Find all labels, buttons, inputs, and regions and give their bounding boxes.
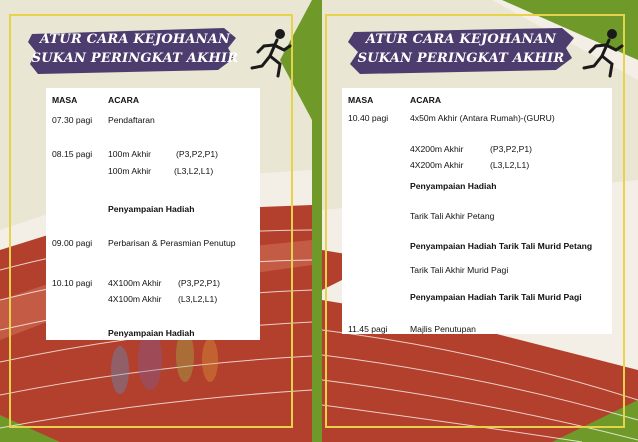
acara-header: ACARA xyxy=(108,95,140,105)
runner-icon xyxy=(240,24,300,82)
event-hadiah-tarik-tali-petang: Penyampaian Hadiah Tarik Tali Murid Petang xyxy=(410,241,593,251)
event-tarik-tali-petang: Tarik Tali Akhir Petang xyxy=(410,211,495,221)
banner-title xyxy=(30,30,240,68)
event-tarik-tali-pagi: Tarik Tali Akhir Murid Pagi xyxy=(410,265,509,275)
left-page xyxy=(0,0,312,442)
title-banner xyxy=(28,24,278,76)
tag-l3-l2-l1-relay: (L3,L2,L1) xyxy=(178,294,218,304)
event-4x50m-guru: 4x50m Akhir (Antara Rumah)-(GURU) xyxy=(410,113,555,123)
tag-p3-p2-p1-200m: (P3,P2,P1) xyxy=(490,144,533,154)
event-hadiah-tarik-tali-pagi: Penyampaian Hadiah Tarik Tali Murid Pagi xyxy=(410,292,582,302)
schedule-card-right xyxy=(342,88,612,334)
event-penyampaian-hadiah: Penyampaian Hadiah xyxy=(108,204,195,214)
banner-title-right-line2: SUKAN PERINGKAT AKHIR xyxy=(357,51,565,66)
event-penyampaian-hadiah-right: Penyampaian Hadiah xyxy=(410,181,497,191)
masa-header-right: MASA xyxy=(348,95,374,105)
tag-p3-p2-p1-relay: (P3,P2,P1) xyxy=(178,278,221,288)
event-4x100m-akhir-p: 4X100m Akhir xyxy=(108,278,162,288)
banner-title-right-line1: ATUR CARA KEJOHANAN xyxy=(365,32,557,47)
event-perbarisan-perasmian: Perbarisan & Perasmian Penutup xyxy=(108,238,236,248)
time-1145: 11.45 pagi xyxy=(348,324,388,334)
event-penyampaian-hadiah-2: Penyampaian Hadiah xyxy=(108,328,195,338)
time-0900: 09.00 pagi xyxy=(52,238,93,248)
banner-title-line1: ATUR CARA KEJOHANAN xyxy=(39,32,231,47)
tag-p3-p2-p1: (P3,P2,P1) xyxy=(176,149,219,159)
banner-title-line2: SUKAN PERINGKAT AKHIR xyxy=(31,51,239,66)
event-4x200m-akhir-p: 4X200m Akhir xyxy=(410,144,464,154)
time-1010: 10.10 pagi xyxy=(52,278,93,288)
tag-l3-l2-l1: (L3,L2,L1) xyxy=(174,166,214,176)
event-4x100m-akhir-l: 4X100m Akhir xyxy=(108,294,162,304)
runner-icon xyxy=(572,24,632,82)
time-0815: 08.15 pagi xyxy=(52,149,93,159)
banner-title-right xyxy=(356,30,566,68)
masa-header: MASA xyxy=(52,95,78,105)
event-4x200m-akhir-l: 4X200m Akhir xyxy=(410,160,464,170)
event-100m-akhir-l: 100m Akhir xyxy=(108,166,151,176)
acara-header-right: ACARA xyxy=(410,95,442,105)
tag-l3-l2-l1-200m: (L3,L2,L1) xyxy=(490,160,530,170)
event-majlis-penutupan: Majlis Penutupan xyxy=(410,324,476,334)
event-pendaftaran: Pendaftaran xyxy=(108,115,155,125)
time-0730: 07.30 pagi xyxy=(52,115,93,125)
time-1040: 10.40 pagi xyxy=(348,113,389,123)
right-page xyxy=(322,0,638,442)
event-100m-akhir-p: 100m Akhir xyxy=(108,149,151,159)
schedule-card xyxy=(46,88,260,340)
title-banner-right xyxy=(348,24,614,76)
